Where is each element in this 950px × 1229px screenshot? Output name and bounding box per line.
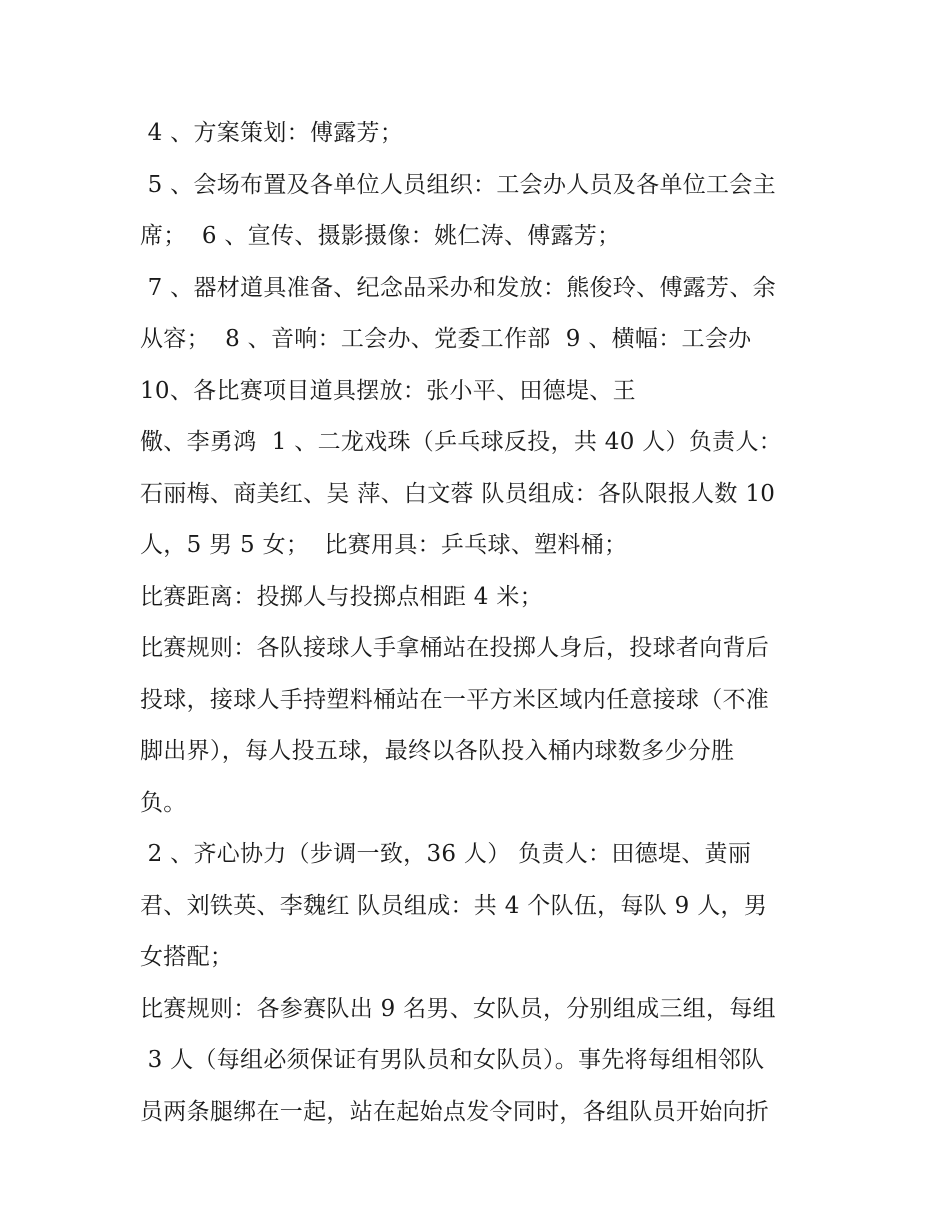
text-line: 员两条腿绑在一起，站在起始点发令同时，各组队员开始向折 (140, 1098, 770, 1125)
text-line: 儆、李勇鸿 1 、二龙戏珠（乒乓球反投，共 40 人）负责人： (140, 429, 783, 455)
text-line: 石丽梅、商美红、吴 萍、白文蓉 队员组成：各队限报人数 10 (140, 480, 776, 507)
text-line: 脚出界），每人投五球，最终以各队投入桶内球数多少分胜 (140, 738, 735, 764)
text-line: 10、各比赛项目道具摆放：张小平、田德堤、王 (140, 377, 636, 404)
text-line: 比赛规则：各队接球人手拿桶站在投掷人身后，投球者向背后 (140, 635, 770, 661)
text-line: 席； 6 、宣传、摄影摄像：姚仁涛、傅露芳； (140, 223, 621, 249)
text-line: 2 、齐心协力（步调一致，36 人） 负责人：田德堤、黄丽 (140, 841, 752, 867)
text-line: 比赛规则：各参赛队出 9 名男、女队员，分别组成三组，每组 (140, 995, 776, 1022)
text-line: 人，5 男 5 女； 比赛用具：乒乓球、塑料桶； (140, 532, 628, 558)
document-body (140, 108, 820, 1138)
text-line: 君、刘铁英、李魏红 队员组成：共 4 个队伍，每队 9 人，男 (140, 892, 768, 919)
text-line: 7 、器材道具准备、纪念品采办和发放：熊俊玲、傅露芳、余 (140, 274, 776, 301)
text-line: 4 、方案策划：傅露芳； (140, 120, 404, 146)
text-line: 投球，接球人手持塑料桶站在一平方米区域内任意接球（不准 (140, 686, 770, 713)
text-line: 负。 (140, 789, 187, 816)
text-line: 5 、会场布置及各单位人员组织：工会办人员及各单位工会主 (140, 171, 776, 198)
text-line: 女搭配； (140, 944, 234, 970)
text-line: 从容； 8 、音响：工会办、党委工作部 9 、横幅：工会办 (140, 326, 752, 352)
text-line: 3 人（每组必须保证有男队员和女队员）。事先将每组相邻队 (140, 1047, 765, 1073)
text-line: 比赛距离：投掷人与投掷点相距 4 米； (140, 583, 543, 610)
